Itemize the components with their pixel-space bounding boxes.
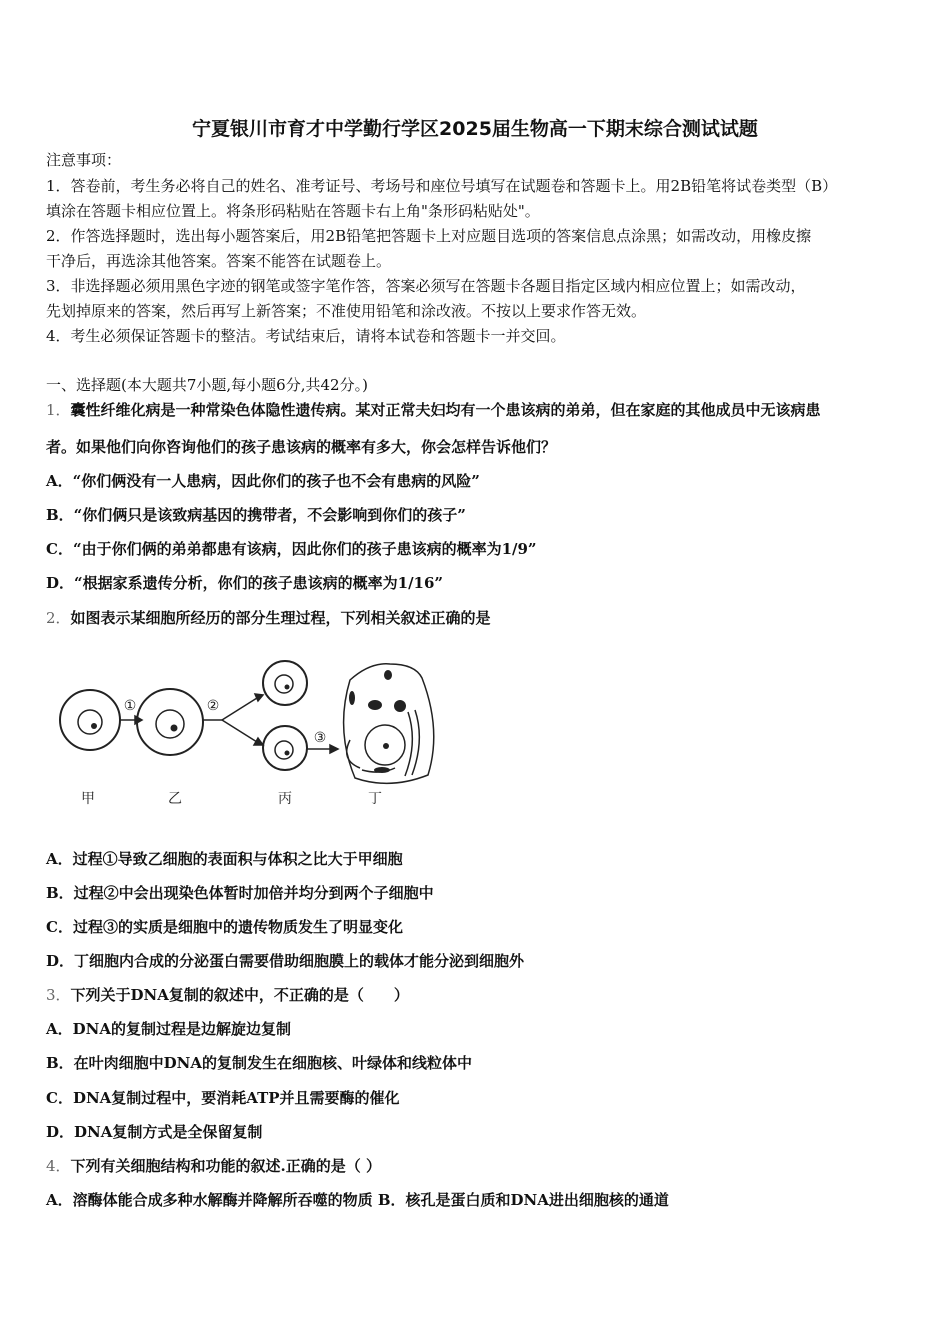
option-c: C．DNA复制过程中，要消耗ATP并且需要酶的催化	[46, 1089, 400, 1107]
option-b: B．过程②中会出现染色体暂时加倍并均分到两个子细胞中	[46, 884, 434, 902]
option-b: B．“你们俩只是该致病基因的携带者，不会影响到你们的孩子”	[46, 506, 466, 524]
question-number: 3．	[46, 986, 71, 1004]
stem-text: 下列有关细胞结构和功能的叙述.正确的是（ ）	[70, 1157, 381, 1175]
notice-heading: 注意事项：	[46, 151, 122, 169]
notice-line: 填涂在答题卡相应位置上。将条形码粘贴在答题卡右上角"条形码粘贴处"。	[46, 202, 540, 220]
step-3-label: ③	[313, 730, 327, 746]
step-1-label: ①	[123, 698, 137, 714]
question-3-stem	[46, 985, 409, 1005]
notice-line: 1．答卷前，考生务必将自己的姓名、准考证号、考场号和座位号填写在试题卷和答题卡上。用2B铅笔将试卷类型（B）	[46, 177, 838, 195]
cell-jia	[60, 690, 120, 750]
question-4-stem	[46, 1156, 381, 1176]
question-number: 1．	[46, 401, 71, 419]
notice-line: 先划掉原来的答案，然后再写上新答案；不准使用铅笔和涂改液。不按以上要求作答无效。	[46, 302, 647, 320]
stem-text: 如图表示某细胞所经历的部分生理过程，下列相关叙述正确的是	[70, 609, 491, 627]
cell-bing-top	[263, 661, 307, 705]
stem-text: 下列关于DNA复制的叙述中，不正确的是（ ）	[70, 986, 409, 1004]
option-a: A．DNA的复制过程是边解旋边复制	[46, 1020, 291, 1038]
option-a: A．过程①导致乙细胞的表面积与体积之比大于甲细胞	[46, 850, 403, 868]
question-2-stem	[46, 608, 491, 628]
step-2-label: ②	[206, 698, 220, 714]
cell-yi	[137, 689, 203, 755]
label-ding: 丁	[368, 791, 382, 807]
label-bing: 丙	[278, 791, 292, 807]
question-1-stem-cont: 者。如果他们向你咨询他们的孩子患该病的概率有多大，你会怎样告诉他们？	[46, 438, 557, 456]
notice-line: 2．作答选择题时，选出每小题答案后，用2B铅笔把答题卡上对应题目选项的答案信息点涂黑；如需改动，用橡皮擦	[46, 227, 812, 245]
notice-line: 4．考生必须保证答题卡的整洁。考试结束后，请将本试卷和答题卡一并交回。	[46, 327, 566, 345]
option-d: D．DNA复制方式是全保留复制	[46, 1123, 263, 1141]
stem-text: 囊性纤维化病是一种常染色体隐性遗传病。某对正常夫妇均有一个患该病的弟弟，但在家庭的其他成员中无该病患	[70, 401, 821, 419]
label-yi: 乙	[168, 791, 182, 807]
option-c: C．“由于你们俩的弟弟都患有该病，因此你们的孩子患该病的概率为1/9”	[46, 540, 537, 558]
option-a: A．“你们俩没有一人患病，因此你们的孩子也不会有患病的风险”	[46, 472, 480, 490]
page-title: 宁夏银川市育才中学勤行学区2025届生物高一下期末综合测试试题	[192, 118, 758, 140]
option-c: C．过程③的实质是细胞中的遗传物质发生了明显变化	[46, 918, 403, 936]
question-number: 2．	[46, 609, 71, 627]
cell-process-figure	[50, 650, 450, 820]
option-b: B．在叶肉细胞中DNA的复制发生在细胞核、叶绿体和线粒体中	[46, 1054, 473, 1072]
notice-line: 干净后，再选涂其他答案。答案不能答在试题卷上。	[46, 252, 392, 270]
notice-line: 3．非选择题必须用黑色字迹的钢笔或签字笔作答，答案必须写在答题卡各题目指定区域内相应位置上；如需改动，	[46, 277, 806, 295]
option-d: D．丁细胞内合成的分泌蛋白需要借助细胞膜上的载体才能分泌到细胞外	[46, 952, 525, 970]
options-a-b: A．溶酶体能合成多种水解酶并降解所吞噬的物质 B．核孔是蛋白质和DNA进出细胞核的通道	[46, 1191, 669, 1209]
option-d: D．“根据家系遗传分析，你们的孩子患该病的概率为1/16”	[46, 574, 444, 592]
label-jia: 甲	[81, 791, 95, 807]
question-number: 4．	[46, 1157, 71, 1175]
section-heading: 一、选择题(本大题共7小题,每小题6分,共42分。)	[46, 376, 368, 394]
question-1-stem	[46, 400, 821, 420]
cell-bing-bottom	[263, 726, 307, 770]
